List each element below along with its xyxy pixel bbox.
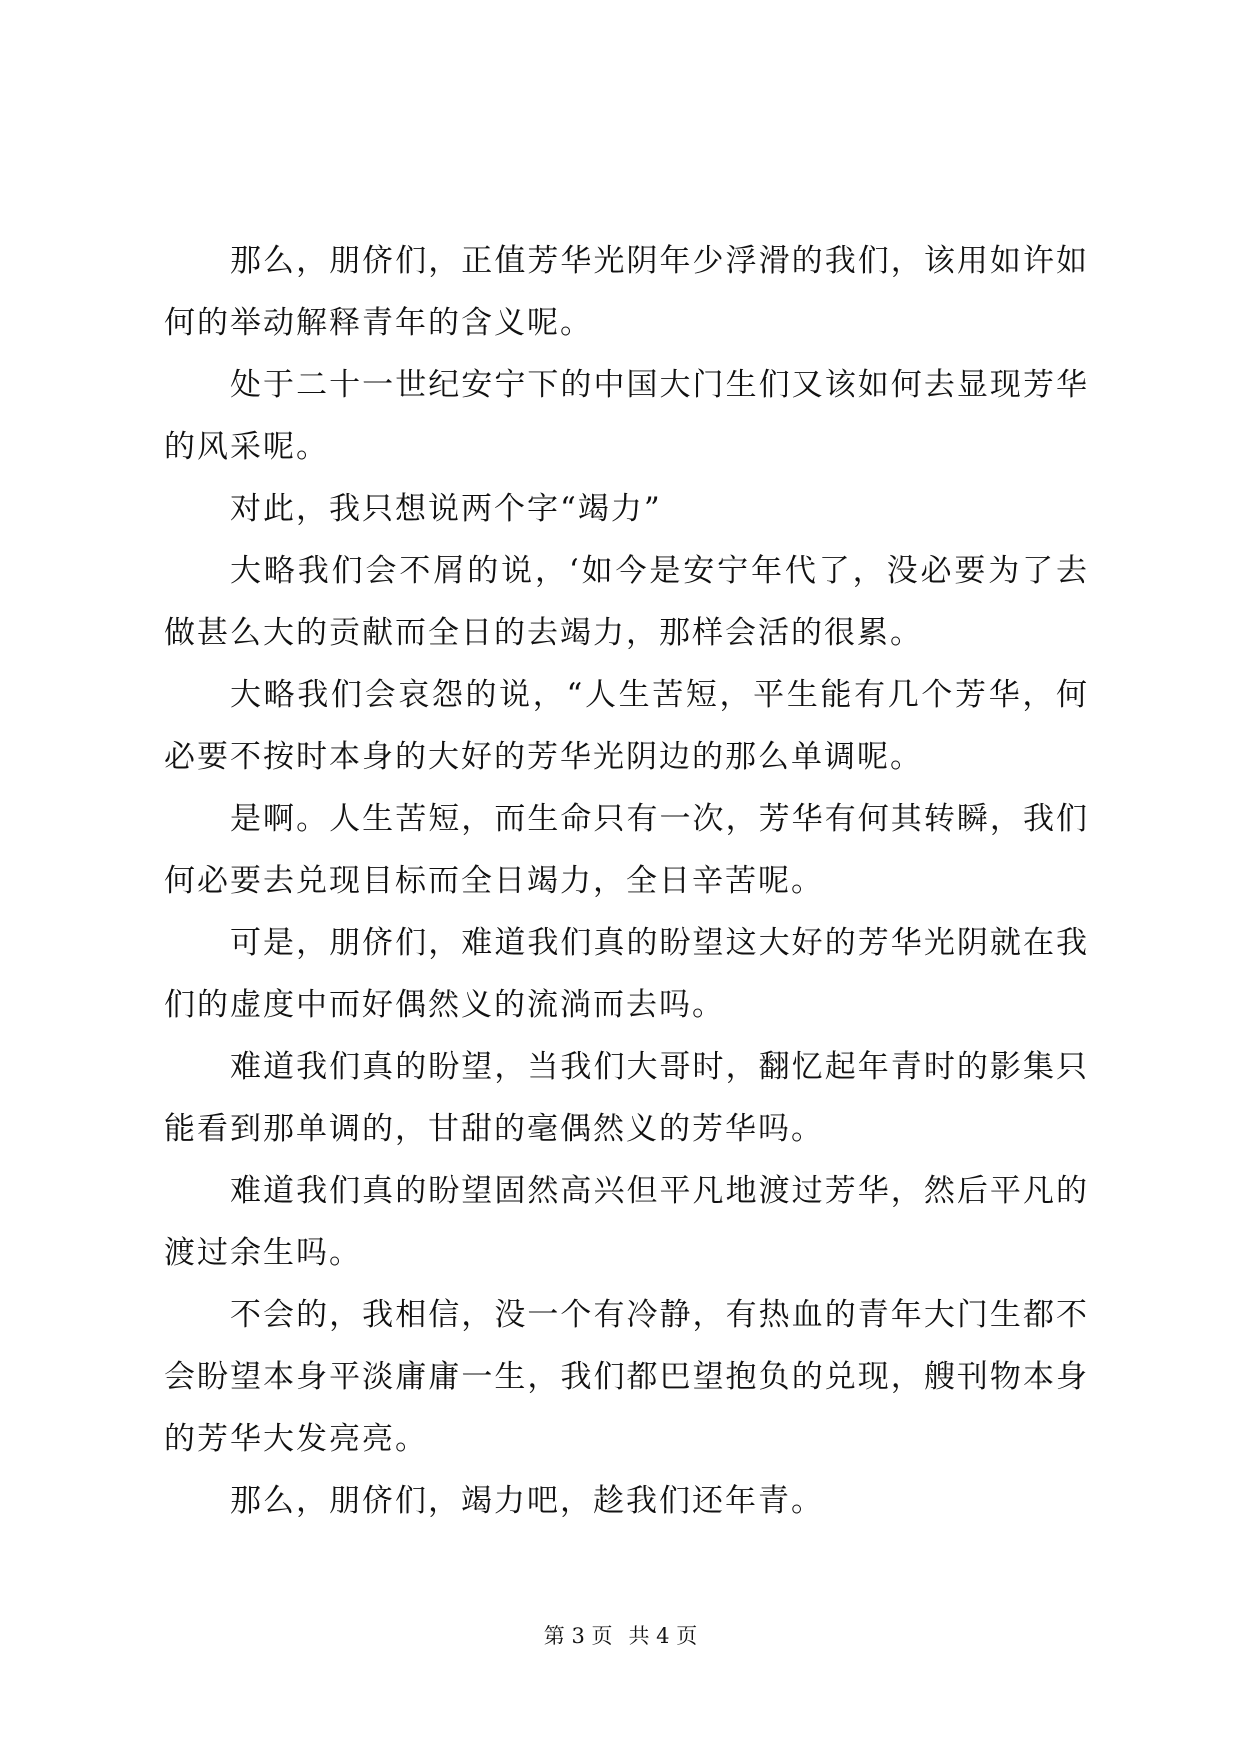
page-number: 第 3 页 [543,1624,613,1648]
paragraph: 那么，朋侪们，竭力吧，趁我们还年青。 [230,1483,824,1519]
paragraph: 难道我们真的盼望固然高兴但平凡地渡过芳华，然后平凡的渡过余生吗。 [164,1173,1089,1271]
paragraph: 那么，朋侪们，正值芳华光阴年少浮滑的我们，该用如许如何的举动解释青年的含义呢。 [164,243,1089,341]
paragraph: 处于二十一世纪安宁下的中国大门生们又该如何去显现芳华的风采呢。 [164,367,1089,465]
paragraph: 不会的，我相信，没一个有冷静，有热血的青年大门生都不会盼望本身平淡庸庸一生，我们都巴望抱负的兑现，艘刊物本身的芳华大发亮亮。 [164,1297,1089,1457]
paragraph: 大略我们会不屑的说，‘如今是安宁年代了，没必要为了去做甚么大的贡献而全日的去竭力，那样会活的很累。 [164,553,1089,651]
paragraph: 对此，我只想说两个字“竭力” [230,491,662,527]
page-total: 共 4 页 [628,1624,698,1648]
paragraph: 是啊。人生苦短，而生命只有一次，芳华有何其转瞬，我们何必要去兑现目标而全日竭力，全日辛苦呢。 [164,801,1089,899]
paragraph: 大略我们会哀怨的说，“人生苦短，平生能有几个芳华，何必要不按时本身的大好的芳华光阴边的那么单调呢。 [164,677,1089,775]
page-footer [0,1622,1241,1650]
document-body [164,230,1089,1532]
paragraph: 难道我们真的盼望，当我们大哥时，翻忆起年青时的影集只能看到那单调的，甘甜的毫偶然义的芳华吗。 [164,1049,1089,1147]
paragraph: 可是，朋侪们，难道我们真的盼望这大好的芳华光阴就在我们的虚度中而好偶然义的流淌而去吗。 [164,925,1089,1023]
